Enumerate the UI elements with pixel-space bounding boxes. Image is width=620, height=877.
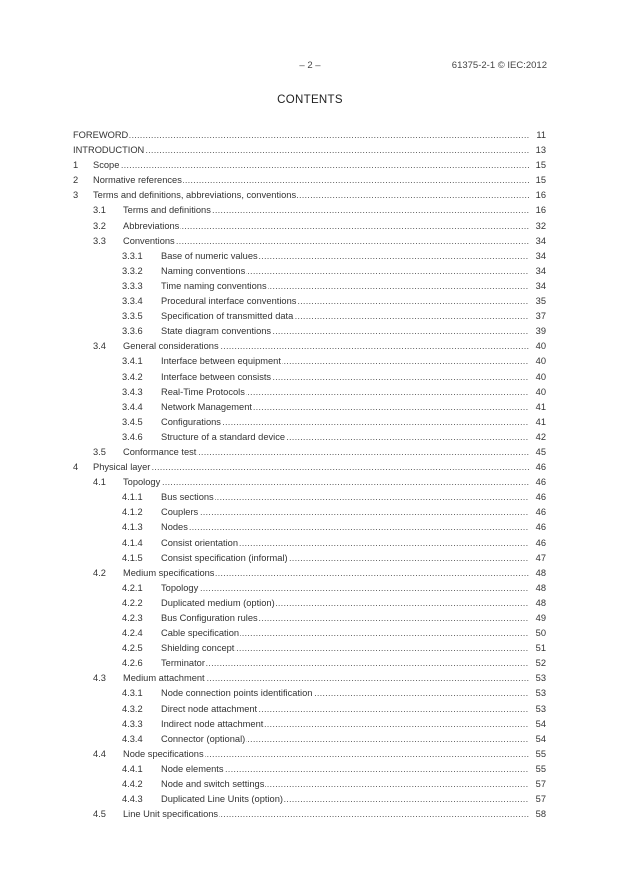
toc-entry[interactable] bbox=[73, 717, 546, 732]
toc-entry[interactable] bbox=[73, 445, 546, 460]
toc-entry-title: Duplicated Line Units (option) bbox=[161, 794, 283, 805]
toc-entry[interactable] bbox=[73, 430, 546, 445]
toc-entry[interactable] bbox=[73, 385, 546, 400]
toc-entry-page: 40 bbox=[535, 356, 546, 367]
toc-entry-title-wrap bbox=[161, 400, 529, 415]
toc-entry-title-wrap bbox=[161, 309, 529, 324]
toc-entry[interactable] bbox=[73, 656, 546, 671]
toc-entry-title: Medium specifications bbox=[123, 567, 215, 578]
toc-entry-title: INTRODUCTION bbox=[73, 145, 145, 156]
toc-entry-page: 58 bbox=[535, 809, 546, 820]
toc-entry[interactable] bbox=[73, 339, 546, 354]
toc-entry[interactable] bbox=[73, 219, 546, 234]
toc-entry-page: 32 bbox=[535, 220, 546, 231]
toc-entry-title-wrap bbox=[93, 188, 529, 203]
toc-entry-number: 4.2 bbox=[93, 567, 106, 578]
toc-entry-page: 42 bbox=[535, 431, 546, 442]
toc-entry-number: 3.5 bbox=[93, 446, 106, 457]
toc-entry-number: 3.4.3 bbox=[122, 386, 143, 397]
toc-entry-number: 4.2.6 bbox=[122, 658, 143, 669]
toc-entry-title: Terms and definitions bbox=[123, 205, 211, 216]
toc-entry-title-wrap bbox=[161, 717, 529, 732]
toc-entry-title: Normative references bbox=[93, 175, 182, 186]
toc-entry-page: 48 bbox=[535, 597, 546, 608]
toc-entry-page: 54 bbox=[535, 733, 546, 744]
toc-entry-title: Conformance test bbox=[123, 446, 197, 457]
toc-entry-title-wrap bbox=[161, 581, 529, 596]
toc-entry-page: 46 bbox=[535, 537, 546, 548]
page-title: CONTENTS bbox=[277, 94, 343, 106]
toc-entry-title-wrap bbox=[161, 279, 529, 294]
toc-entry-title-wrap bbox=[161, 762, 529, 777]
toc-entry-page: 16 bbox=[535, 205, 546, 216]
toc-entry[interactable] bbox=[73, 792, 546, 807]
toc-entry-title-wrap bbox=[123, 219, 529, 234]
toc-entry-title: State diagram conventions bbox=[161, 326, 272, 337]
toc-entry-title-wrap bbox=[161, 656, 529, 671]
toc-entry-page: 50 bbox=[535, 628, 546, 639]
toc-entry[interactable] bbox=[73, 309, 546, 324]
toc-entry-title: Connector (optional) bbox=[161, 733, 246, 744]
toc-entry-title: Node specifications bbox=[123, 748, 204, 759]
toc-entry-title-wrap bbox=[161, 354, 529, 369]
toc-entry-page: 57 bbox=[535, 779, 546, 790]
toc-entry-title-wrap bbox=[93, 158, 529, 173]
toc-entry-title: Network Management bbox=[161, 401, 252, 412]
toc-entry-title-wrap bbox=[123, 807, 529, 822]
toc-entry[interactable] bbox=[73, 188, 546, 203]
toc-entry-number: 3.4.4 bbox=[122, 401, 143, 412]
toc-entry-title: General considerations bbox=[123, 341, 219, 352]
toc-entry-number: 4.4.3 bbox=[122, 794, 143, 805]
standard-reference: 61375-2-1 © IEC:2012 bbox=[451, 60, 547, 71]
toc-entry-title: Shielding concept bbox=[161, 643, 235, 654]
toc-entry-page: 34 bbox=[535, 235, 546, 246]
page-number-header: – 2 – bbox=[299, 60, 321, 71]
toc-entry-page: 34 bbox=[535, 265, 546, 276]
toc-entry[interactable] bbox=[73, 415, 546, 430]
toc-entry-page: 46 bbox=[535, 477, 546, 488]
toc-entry[interactable] bbox=[73, 460, 546, 475]
toc-entry-number: 4.1.3 bbox=[122, 522, 143, 533]
toc-entry[interactable] bbox=[73, 400, 546, 415]
toc-entry[interactable] bbox=[73, 641, 546, 656]
toc-entry-page: 40 bbox=[535, 371, 546, 382]
toc-entry-number: 3.3.4 bbox=[122, 296, 143, 307]
toc-entry-page: 46 bbox=[535, 492, 546, 503]
toc-entry-page: 55 bbox=[535, 763, 546, 774]
toc-entry-number: 3.3.5 bbox=[122, 311, 143, 322]
toc-entry[interactable] bbox=[73, 143, 546, 158]
toc-entry-title: Abbreviations bbox=[123, 220, 180, 231]
toc-entry-title: Physical layer bbox=[93, 462, 151, 473]
toc-entry-page: 57 bbox=[535, 794, 546, 805]
toc-entry-number: 4.4 bbox=[93, 748, 106, 759]
toc-entry-title-wrap bbox=[73, 143, 529, 158]
toc-entry-title: Consist orientation bbox=[161, 537, 238, 548]
toc-entry-title-wrap bbox=[161, 626, 529, 641]
toc-entry-page: 53 bbox=[535, 703, 546, 714]
toc-entry-number: 4.3.2 bbox=[122, 703, 143, 714]
toc-entry-title-wrap bbox=[123, 234, 529, 249]
toc-entry[interactable] bbox=[73, 294, 546, 309]
toc-entry-title: Bus sections bbox=[161, 492, 214, 503]
toc-entry-number: 2 bbox=[73, 175, 79, 186]
toc-entry-title: Indirect node attachment bbox=[161, 718, 264, 729]
toc-entry-page: 16 bbox=[535, 190, 546, 201]
toc-entry-number: 4.2.4 bbox=[122, 628, 143, 639]
toc-entry-page: 41 bbox=[535, 416, 546, 427]
toc-entry[interactable] bbox=[73, 234, 546, 249]
toc-entry[interactable] bbox=[73, 354, 546, 369]
toc-entry-number: 3.3.2 bbox=[122, 265, 143, 276]
toc-entry-page: 46 bbox=[535, 507, 546, 518]
toc-entry-page: 13 bbox=[535, 145, 546, 156]
toc-entry[interactable] bbox=[73, 249, 546, 264]
toc-entry-page: 15 bbox=[535, 160, 546, 171]
toc-entry-title: Bus Configuration rules bbox=[161, 613, 258, 623]
toc-entry-title-wrap bbox=[161, 264, 529, 279]
toc-entry-title-wrap bbox=[161, 520, 529, 535]
toc-entry-number: 1 bbox=[73, 160, 79, 171]
toc-entry[interactable] bbox=[73, 551, 546, 566]
toc-entry-title-wrap bbox=[161, 370, 529, 385]
toc-entry-title: Consist specification (informal) bbox=[161, 552, 288, 563]
toc-entry[interactable] bbox=[73, 777, 546, 792]
toc-entry-number: 3.3 bbox=[93, 235, 106, 246]
toc-entry-number: 3.4 bbox=[93, 341, 106, 352]
toc-entry-title: Couplers bbox=[161, 507, 199, 518]
toc-entry[interactable] bbox=[73, 203, 546, 218]
toc-entry-page: 51 bbox=[535, 643, 546, 654]
toc-entry-title: Line Unit specifications bbox=[123, 809, 219, 820]
toc-entry[interactable] bbox=[73, 128, 546, 143]
toc-entry-page: 41 bbox=[535, 401, 546, 412]
toc-entry-page: 54 bbox=[535, 718, 546, 729]
toc-entry-page: 45 bbox=[535, 446, 546, 457]
toc-entry-page: 39 bbox=[535, 326, 546, 337]
toc-entry[interactable] bbox=[73, 611, 546, 626]
toc-entry[interactable] bbox=[73, 566, 546, 581]
toc-entry-title: Node connection points identification bbox=[161, 688, 313, 699]
toc-entry-title-wrap bbox=[161, 249, 529, 264]
toc-entry-title-wrap bbox=[123, 339, 529, 354]
toc-entry[interactable] bbox=[73, 747, 546, 762]
toc-entry-number: 3.3.1 bbox=[122, 250, 143, 261]
toc-entry-title: Configurations bbox=[161, 416, 221, 427]
toc-entry-title: Structure of a standard device bbox=[161, 431, 286, 442]
toc-entry-number: 3.3.3 bbox=[122, 280, 143, 291]
toc-entry-title: Cable specification bbox=[161, 628, 240, 639]
toc-entry-title: Nodes bbox=[161, 522, 188, 533]
toc-entry-title-wrap bbox=[161, 490, 529, 505]
table-of-contents bbox=[73, 128, 546, 822]
toc-entry-title: Naming conventions bbox=[161, 265, 246, 276]
toc-entry-page: 48 bbox=[535, 567, 546, 578]
toc-entry-number: 4.2.1 bbox=[122, 582, 143, 593]
toc-entry[interactable] bbox=[73, 279, 546, 294]
toc-entry-title: Duplicated medium (option) bbox=[161, 597, 275, 608]
toc-entry-title-wrap bbox=[161, 611, 529, 626]
toc-entry-page: 46 bbox=[535, 522, 546, 533]
toc-entry[interactable] bbox=[73, 732, 546, 747]
toc-entry-page: 40 bbox=[535, 341, 546, 352]
toc-entry-number: 4.4.2 bbox=[122, 779, 143, 790]
toc-entry-page: 47 bbox=[535, 552, 546, 563]
toc-entry-number: 3.1 bbox=[93, 205, 106, 216]
toc-entry-page: 37 bbox=[535, 311, 546, 322]
toc-entry-title: Direct node attachment bbox=[161, 703, 258, 714]
toc-entry-page: 11 bbox=[536, 130, 546, 140]
toc-entry[interactable] bbox=[73, 520, 546, 535]
toc-entry-number: 4.1 bbox=[93, 477, 106, 488]
toc-entry-number: 3.4.2 bbox=[122, 371, 143, 382]
toc-entry[interactable] bbox=[73, 581, 546, 596]
toc-entry-title-wrap bbox=[161, 732, 529, 747]
toc-entry-title-wrap bbox=[123, 566, 529, 581]
toc-entry-number: 4.2.5 bbox=[122, 643, 143, 654]
toc-entry-number: 3 bbox=[73, 190, 79, 201]
toc-entry-title-wrap bbox=[123, 475, 529, 490]
toc-entry-number: 4.1.1 bbox=[122, 492, 143, 503]
toc-entry-title-wrap bbox=[161, 686, 529, 701]
toc-entry-page: 46 bbox=[535, 462, 546, 473]
toc-entry-title: Scope bbox=[93, 160, 120, 171]
toc-entry-title-wrap bbox=[123, 671, 529, 686]
toc-entry-page: 49 bbox=[535, 613, 546, 623]
toc-entry-title: Time naming conventions bbox=[161, 280, 267, 291]
toc-entry-title-wrap bbox=[123, 445, 529, 460]
toc-entry-number: 4.1.4 bbox=[122, 537, 143, 548]
toc-entry[interactable] bbox=[73, 807, 546, 822]
toc-entry[interactable] bbox=[73, 762, 546, 777]
toc-entry-title: Interface between equipment bbox=[161, 356, 281, 367]
toc-entry-title-wrap bbox=[161, 777, 529, 792]
toc-entry-title-wrap bbox=[123, 747, 529, 762]
toc-entry-number: 3.4.6 bbox=[122, 431, 143, 442]
toc-entry[interactable] bbox=[73, 475, 546, 490]
toc-entry-number: 4.2.3 bbox=[122, 613, 143, 623]
toc-entry-title: FOREWORD bbox=[73, 130, 129, 140]
toc-entry-title: Real-Time Protocols bbox=[161, 386, 245, 397]
toc-entry-number: 3.3.6 bbox=[122, 326, 143, 337]
toc-entry[interactable] bbox=[73, 702, 546, 717]
toc-entry-page: 15 bbox=[535, 175, 546, 186]
toc-entry-number: 4 bbox=[73, 462, 79, 473]
toc-entry-title-wrap bbox=[161, 505, 529, 520]
toc-entry-title: Procedural interface conventions bbox=[161, 296, 297, 307]
toc-entry-title-wrap bbox=[161, 536, 529, 551]
toc-entry[interactable] bbox=[73, 490, 546, 505]
toc-entry-number: 4.3.4 bbox=[122, 733, 143, 744]
toc-entry-page: 52 bbox=[535, 658, 546, 669]
toc-entry-title-wrap bbox=[161, 430, 529, 445]
toc-entry[interactable] bbox=[73, 671, 546, 686]
toc-entry[interactable] bbox=[73, 173, 546, 188]
toc-entry-title: Topology bbox=[161, 582, 199, 593]
toc-entry-title-wrap bbox=[161, 792, 529, 807]
toc-entry-title-wrap bbox=[123, 203, 529, 218]
toc-entry-title-wrap bbox=[161, 551, 529, 566]
toc-entry-title: Base of numeric values bbox=[161, 250, 258, 261]
toc-entry-number: 4.3.1 bbox=[122, 688, 143, 699]
toc-entry-page: 53 bbox=[535, 688, 546, 699]
toc-entry[interactable] bbox=[73, 370, 546, 385]
toc-entry-title: Specification of transmitted data bbox=[161, 311, 294, 322]
toc-entry[interactable] bbox=[73, 686, 546, 701]
toc-entry-number: 4.1.5 bbox=[122, 552, 143, 563]
toc-entry-title-wrap bbox=[93, 460, 529, 475]
toc-entry-title-wrap bbox=[161, 324, 529, 339]
toc-entry-title-wrap bbox=[161, 702, 529, 717]
toc-entry-page: 48 bbox=[535, 582, 546, 593]
toc-entry-number: 4.1.2 bbox=[122, 507, 143, 518]
toc-entry-title-wrap bbox=[161, 641, 529, 656]
toc-entry-number: 4.5 bbox=[93, 809, 106, 820]
toc-entry-number: 3.4.1 bbox=[122, 356, 143, 367]
toc-entry-number: 4.2.2 bbox=[122, 597, 143, 608]
toc-entry-page: 35 bbox=[535, 296, 546, 307]
toc-entry-number: 3.4.5 bbox=[122, 416, 143, 427]
toc-entry-title-wrap bbox=[73, 128, 529, 143]
toc-entry[interactable] bbox=[73, 596, 546, 611]
toc-entry-title: Terms and definitions, abbreviations, conventions bbox=[93, 190, 297, 201]
toc-entry-title-wrap bbox=[161, 385, 529, 400]
toc-entry-page: 34 bbox=[535, 250, 546, 261]
toc-entry-page: 40 bbox=[535, 386, 546, 397]
toc-entry[interactable] bbox=[73, 264, 546, 279]
toc-entry-title-wrap bbox=[93, 173, 529, 188]
toc-entry-number: 4.3 bbox=[93, 673, 106, 684]
toc-entry-title: Conventions bbox=[123, 235, 175, 246]
toc-entry-title: Medium attachment bbox=[123, 673, 205, 684]
toc-entry-title: Node and switch settings bbox=[161, 779, 265, 790]
toc-entry-number: 4.4.1 bbox=[122, 763, 143, 774]
toc-entry-title-wrap bbox=[161, 415, 529, 430]
toc-entry[interactable] bbox=[73, 536, 546, 551]
toc-entry-page: 34 bbox=[535, 280, 546, 291]
toc-entry-page: 53 bbox=[535, 673, 546, 684]
toc-entry-title: Interface between consists bbox=[161, 371, 272, 382]
toc-entry-title: Topology bbox=[123, 477, 161, 488]
toc-entry-title-wrap bbox=[161, 294, 529, 309]
toc-entry-title: Terminator bbox=[161, 658, 205, 669]
toc-entry-number: 4.3.3 bbox=[122, 718, 143, 729]
toc-entry-title: Node elements bbox=[161, 763, 224, 774]
toc-entry-page: 55 bbox=[535, 748, 546, 759]
toc-entry[interactable] bbox=[73, 324, 546, 339]
toc-entry[interactable] bbox=[73, 158, 546, 173]
toc-entry[interactable] bbox=[73, 626, 546, 641]
toc-entry[interactable] bbox=[73, 505, 546, 520]
toc-entry-title-wrap bbox=[161, 596, 529, 611]
toc-entry-number: 3.2 bbox=[93, 220, 106, 231]
